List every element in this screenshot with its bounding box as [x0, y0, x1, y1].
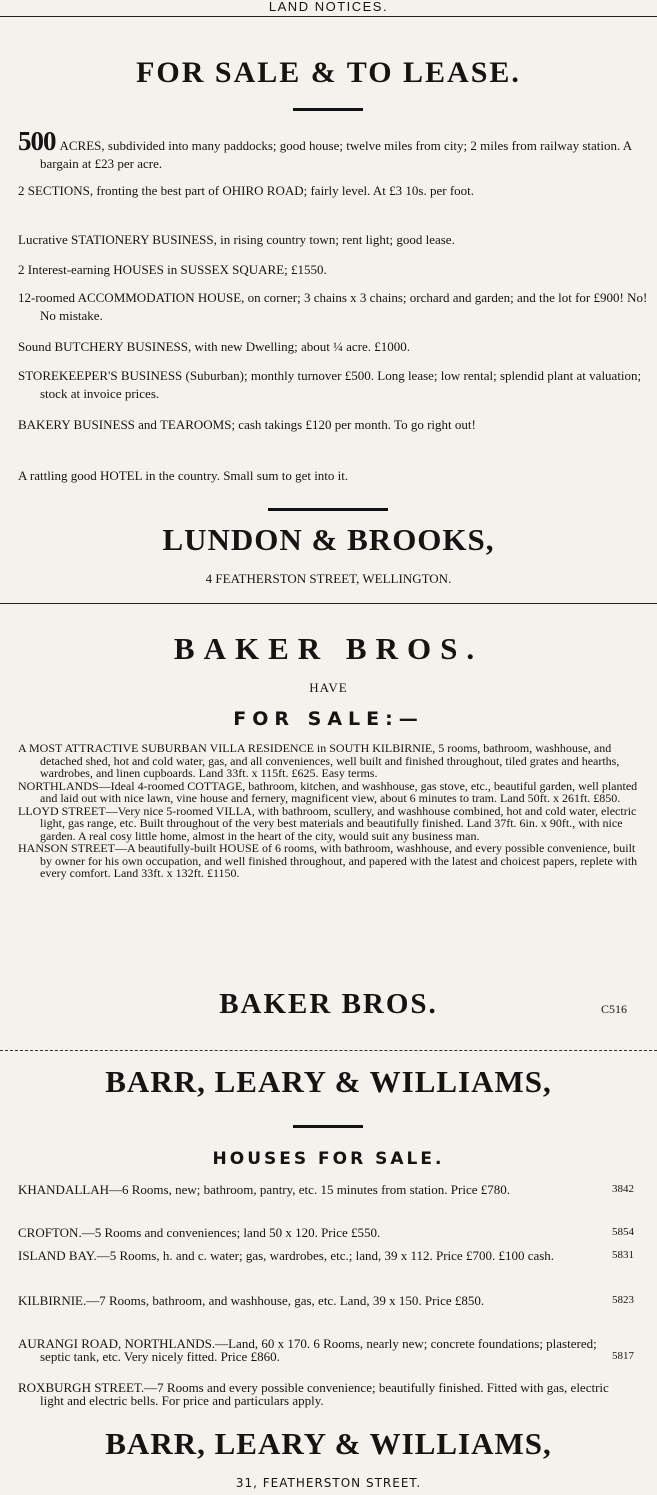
lead-number: 500 — [18, 126, 56, 156]
lundon-item-9: A rattling good HOTEL in the country. Small sum to get into it. — [18, 468, 349, 483]
listing-ref: 5854 — [612, 1226, 634, 1238]
lundon-item-3: Lucrative STATIONERY BUSINESS, in rising country town; rent light; good lease. — [18, 232, 455, 247]
baker-title: BAKER BROS. — [173, 631, 484, 666]
barr-footer-firm: BARR, LEARY & WILLIAMS, — [105, 1426, 552, 1461]
listing-ref: 5817 — [612, 1350, 634, 1362]
barr-listing-2: CROFTON.—5 Rooms and conveniences; land 50 x 120. Price £550. 5854 — [18, 1225, 634, 1240]
header-rule — [0, 16, 657, 17]
barr-listing-5: AURANGI ROAD, NORTHLANDS.—Land, 60 x 170. 6 Rooms, nearly new; concrete foundations; plastered; septic tank, etc. Very nicely fitted. Price £860. 5817 — [18, 1336, 634, 1364]
barr-address: 31, FEATHERSTON STREET. — [235, 1476, 422, 1490]
baker-footer-name: BAKER BROS. — [219, 988, 438, 1020]
barr-subtitle: HOUSES FOR SALE. — [212, 1149, 445, 1169]
lundon-item-8: BAKERY BUSINESS and TEAROOMS; cash takings £120 per month. To go right out! — [18, 417, 476, 432]
lundon-item-2: 2 SECTIONS, fronting the best part of OHIRO ROAD; fairly level. At £3 10s. per foot. — [18, 183, 475, 198]
lundon-address: 4 FEATHERSTON STREET, WELLINGTON. — [205, 571, 452, 586]
baker-listing-3: LLOYD STREET—Very nice 5-roomed VILLA, with bathroom, scullery, and washhouse combined, hot and cold water, electric light, gas range, etc. Built throughout of the very best materials and beautifully finished. Land 37ft. 6in. x 90ft., with nice garden. A real cosy little home, almost in the heart of the city, would suit any business man. — [18, 803, 637, 843]
lundon-firm: LUNDON & BROOKS, — [162, 522, 495, 557]
baker-have: HAVE — [309, 680, 348, 695]
barr-listing-3: ISLAND BAY.—5 Rooms, h. and c. water; gas, wardrobes, etc.; land, 39 x 112. Price £700. £100 cash. 5831 — [18, 1248, 634, 1263]
title-underline — [293, 108, 363, 111]
baker-listing-2: NORTHLANDS—Ideal 4-roomed COTTAGE, bathroom, kitchen, and washhouse, gas stove, etc., beautiful garden, well planted and laid out with nice lawn, vine house and fernery, magnificent view, about 6 minutes to tram. Land 50ft. x 261ft. £850. — [18, 778, 638, 805]
baker-ref: C516 — [600, 1002, 627, 1016]
firm-rule — [268, 508, 388, 511]
listing-ref: 5831 — [612, 1249, 634, 1261]
lundon-item-5: 12-roomed ACCOMMODATION HOUSE, on corner; 3 chains x 3 chains; orchard and garden; and the lot for £900! No! No mistake. — [18, 290, 648, 323]
barr-listing-4: KILBIRNIE.—7 Rooms, bathroom, and washhouse, gas, etc. Land, 39 x 150. Price £850. 5823 — [18, 1293, 634, 1308]
lundon-item-7: STOREKEEPER'S BUSINESS (Suburban); monthly turnover £500. Long lease; low rental; splendid plant at valuation; stock at invoice prices. — [18, 368, 642, 401]
baker-listings — [18, 742, 638, 880]
baker-for-sale: FOR SALE:— — [233, 708, 424, 730]
lundon-title: FOR SALE & TO LEASE. — [136, 56, 521, 89]
page-header: LAND NOTICES. — [268, 0, 389, 14]
barr-title: BARR, LEARY & WILLIAMS, — [105, 1064, 552, 1099]
lundon-item-4: 2 Interest-earning HOUSES in SUSSEX SQUARE; £1550. — [18, 262, 327, 277]
listing-ref: 3842 — [612, 1183, 634, 1195]
barr-rule — [293, 1125, 363, 1128]
lundon-item-6: Sound BUTCHERY BUSINESS, with new Dwelling; about ¼ acre. £1000. — [18, 339, 411, 354]
lundon-item-1: 500 ACRES, subdivided into many paddocks; good house; twelve miles from city; 2 miles from railway station. A bargain at £23 per acre. — [18, 126, 632, 171]
baker-listing-1: A MOST ATTRACTIVE SUBURBAN VILLA RESIDENCE in SOUTH KILBIRNIE, 5 rooms, bathroom, washhouse, and detached shed, hot and cold water, gas, and all conveniences, well built and finished throughout, tiled grates and hearths, wardrobes, and linen cupboards. Land 33ft. x 115ft. £625. Easy terms. — [18, 741, 620, 780]
baker-listing-4: HANSON STREET—A beautifully-built HOUSE of 6 rooms, with bathroom, washhouse, and every possible convenience, built by owner for his own occupation, and well finished throughout, and papered with the latest and choicest papers, replete with every comfort. Land 33ft. x 132ft. £1150. — [18, 841, 638, 880]
barr-listing-1: KHANDALLAH—6 Rooms, new; bathroom, pantry, etc. 15 minutes from station. Price £780. 3842 — [18, 1182, 634, 1197]
section-rule-1 — [0, 603, 657, 604]
listing-ref: 5823 — [612, 1294, 634, 1306]
barr-listing-6: ROXBURGH STREET.—7 Rooms and every possible convenience; beautifully finished. Fitted with gas, electric light and electric bells. For price and particulars apply. — [18, 1380, 609, 1408]
section-rule-2 — [0, 1050, 657, 1051]
